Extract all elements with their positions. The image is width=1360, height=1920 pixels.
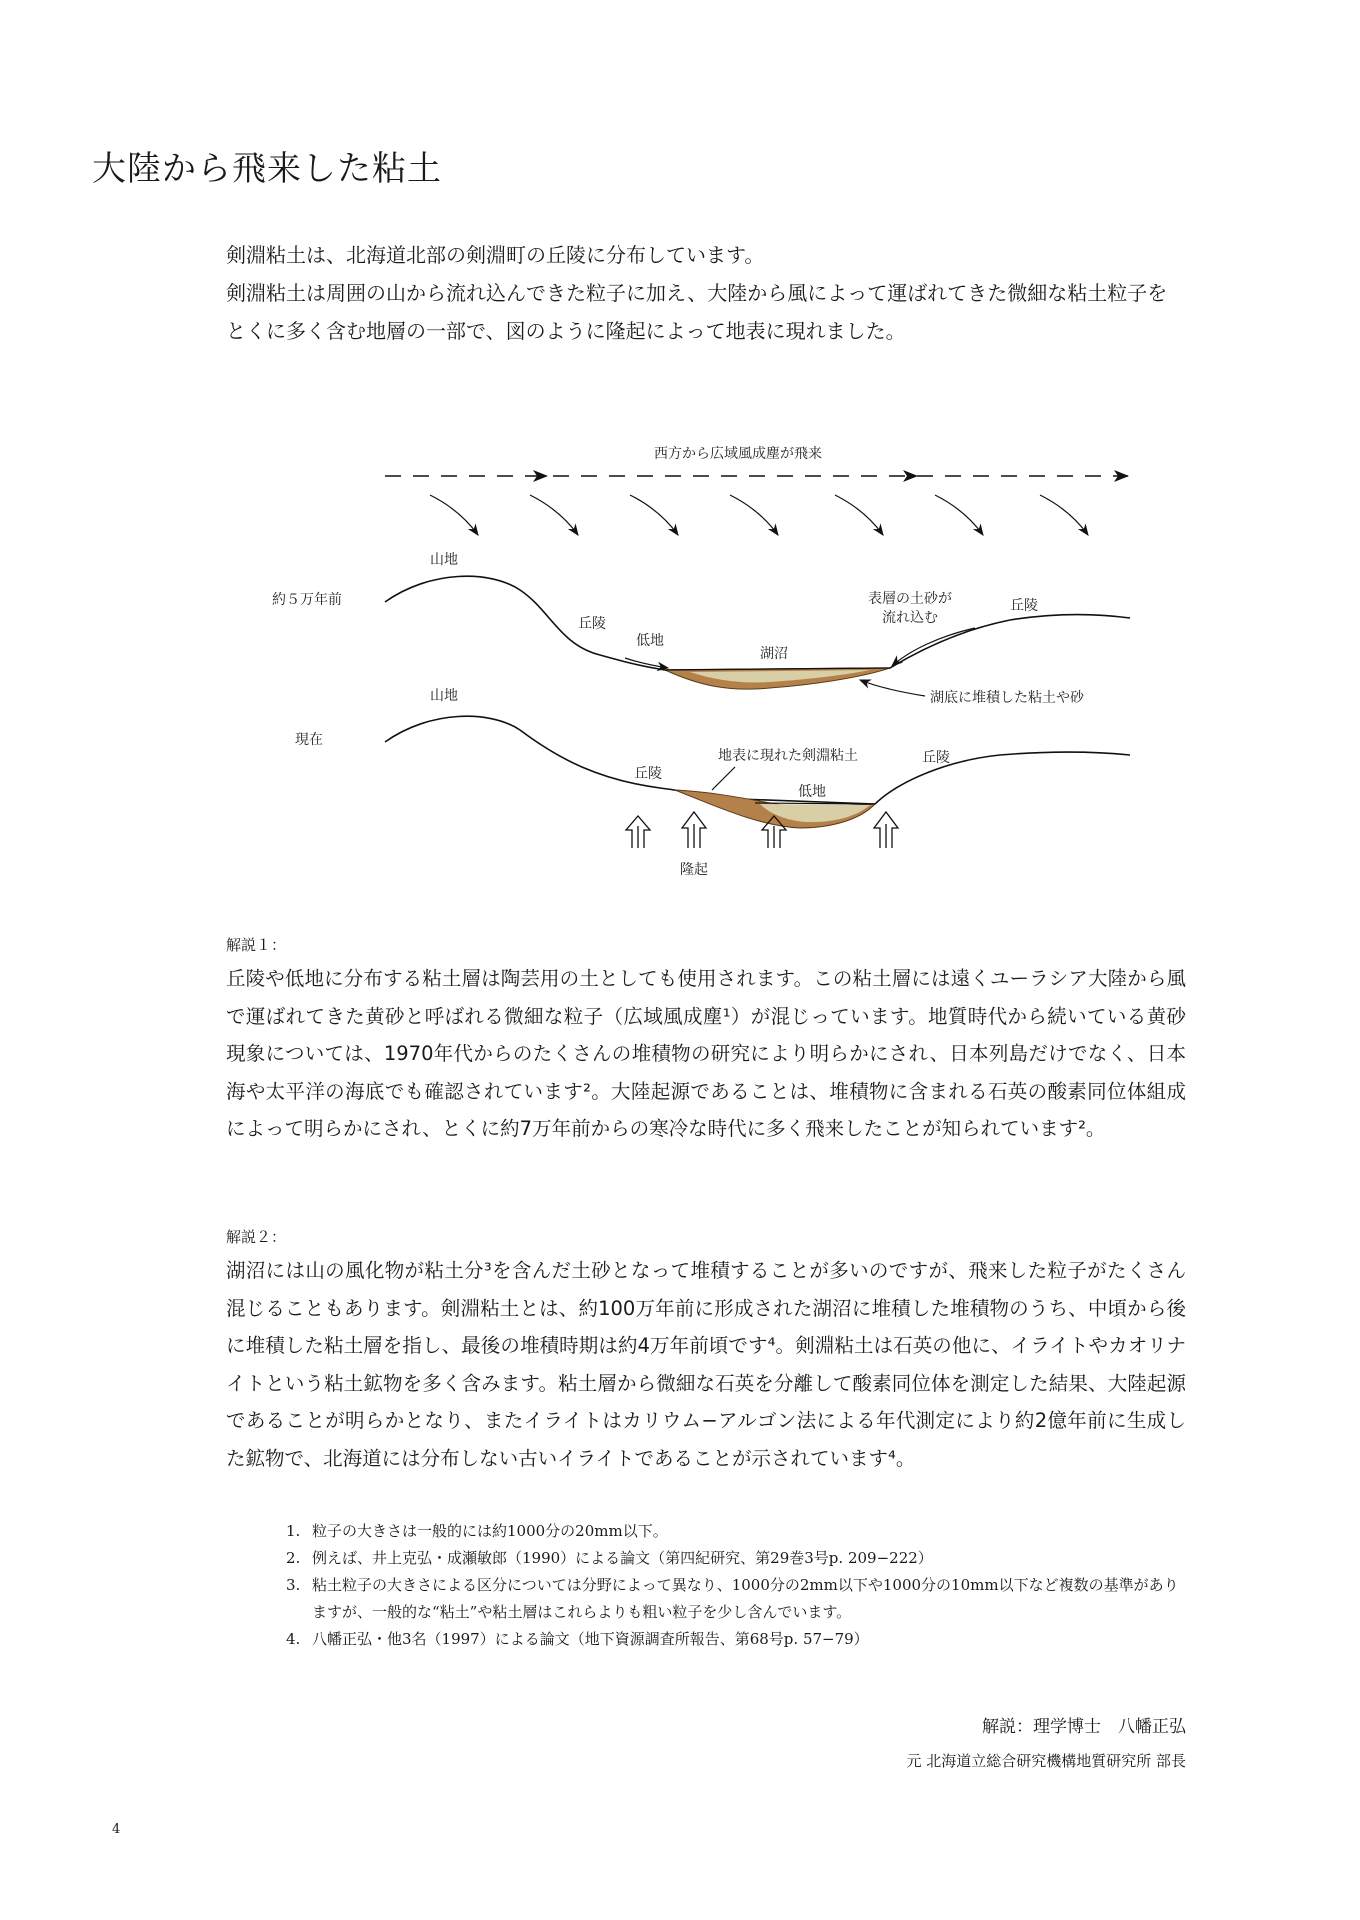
present-exposed-clay-label: 地表に現れた剣淵粘土	[718, 748, 858, 764]
present-lowland-label: 低地	[798, 784, 826, 800]
footnote-2: 2. 例えば、井上克弘・成瀬敏郎（1990）による論文（第四紀研究、第29巻3号p. 209−222）	[286, 1549, 933, 1567]
footnotes	[286, 1518, 1186, 1653]
section-1-body: 丘陵や低地に分布する粘土層は陶芸用の土としても使用されます。この粘土層には遠くユーラシア大陸から風で運ばれてきた黄砂と呼ばれる微細な粒子（広域風成塵¹）が混じっています。地質時代から続いている黄砂現象については、1970年代からのたくさんの堆積物の研究により明らかにされ、日本列島だけでなく、日本海や太平洋の海底でも確認されています²。大陸起源であることは、堆積物に含まれる石英の酸素同位体組成によって明らかにされ、とくに約7万年前からの寒冷な時代に多く飛来したことが知られています²。	[226, 967, 1186, 1140]
section-2-body: 湖沼には山の風化物が粘土分³を含んだ土砂となって堆積することが多いのですが、飛来した粒子がたくさん混じることもあります。剣淵粘土とは、約100万年前に形成された湖沼に堆積した堆積物のうち、中頃から後に堆積した粘土層を指し、最後の堆積時期は約4万年前頃です⁴。剣淵粘土は石英の他に、イライトやカオリナイトという粘土鉱物を多く含みます。粘土層から微細な石英を分離して酸素同位体を測定した結果、大陸起源であることが明らかとなり、またイライトはカリウム−アルゴン法による年代測定により約2億年前に生成した鉱物で、北海道には分布しない古いイライトであることが示されています⁴。	[226, 1259, 1186, 1470]
page-number: 4	[112, 1822, 121, 1837]
past-terrain-line	[385, 576, 1130, 670]
footnote-4: 4. 八幡正弘・他3名（1997）による論文（地下資源調査所報告、第68号p. 57−79）	[286, 1630, 869, 1648]
section-1-heading: 解説１：	[226, 936, 287, 954]
wind-arrow	[385, 470, 1129, 482]
present-era-label: 現在	[295, 732, 323, 748]
deposit-pointer-arrow	[860, 680, 925, 696]
uplift-label: 隆起	[680, 862, 708, 878]
past-runoff-label-2: 流れ込む	[882, 610, 938, 626]
footnote-1: 1. 粒子の大きさは一般的には約1000分の20mm以下。	[286, 1522, 668, 1540]
past-runoff-label-1: 表層の土砂が	[868, 591, 952, 607]
footnote-3: 3. 粘土粒子の大きさによる区分については分野によって異なり、1000分の2mm以下や1000分の10mm以下など複数の基準がありますが、一般的な“粘土”や粘土層はこれらよりも粗い粒子を少し含んでいます。	[286, 1576, 1179, 1621]
past-hill-right-label: 丘陵	[1010, 598, 1038, 614]
wind-label: 西方から広域風成塵が飛来	[654, 446, 822, 462]
author-credit: 解説：理学博士 八幡正弘	[982, 1717, 1186, 1737]
page-title: 大陸から飛来した粘土	[92, 148, 442, 189]
section-2-heading: 解説２：	[226, 1228, 287, 1246]
past-mountain-label: 山地	[430, 552, 458, 568]
dust-fall-arrows	[430, 495, 1088, 535]
intro-paragraph-1: 剣淵粘土は、北海道北部の剣淵町の丘陵に分布しています。	[226, 243, 765, 267]
present-hill-left-label: 丘陵	[634, 766, 662, 782]
cross-section-diagram	[0, 430, 1360, 900]
past-era-label: 約５万年前	[272, 592, 342, 608]
intro-text	[226, 236, 1186, 350]
intro-paragraph-2: 剣淵粘土は周囲の山から流れ込んできた粒子に加え、大陸から風によって運ばれてきた微細な粘土粒子をとくに多く含む地層の一部で、図のように隆起によって地表に現れました。	[226, 281, 1168, 343]
past-hill-left-label: 丘陵	[578, 616, 606, 632]
author-affiliation: 元 北海道立総合研究機構地質研究所 部長	[906, 1752, 1186, 1770]
present-hill-right-label: 丘陵	[922, 750, 950, 766]
past-lake-label: 湖沼	[760, 646, 788, 662]
exposed-clay-pointer	[712, 767, 735, 790]
past-lowland-label: 低地	[636, 633, 664, 649]
past-lake-deposit-label: 湖底に堆積した粘土や砂	[930, 690, 1084, 706]
present-mountain-label: 山地	[430, 688, 458, 704]
